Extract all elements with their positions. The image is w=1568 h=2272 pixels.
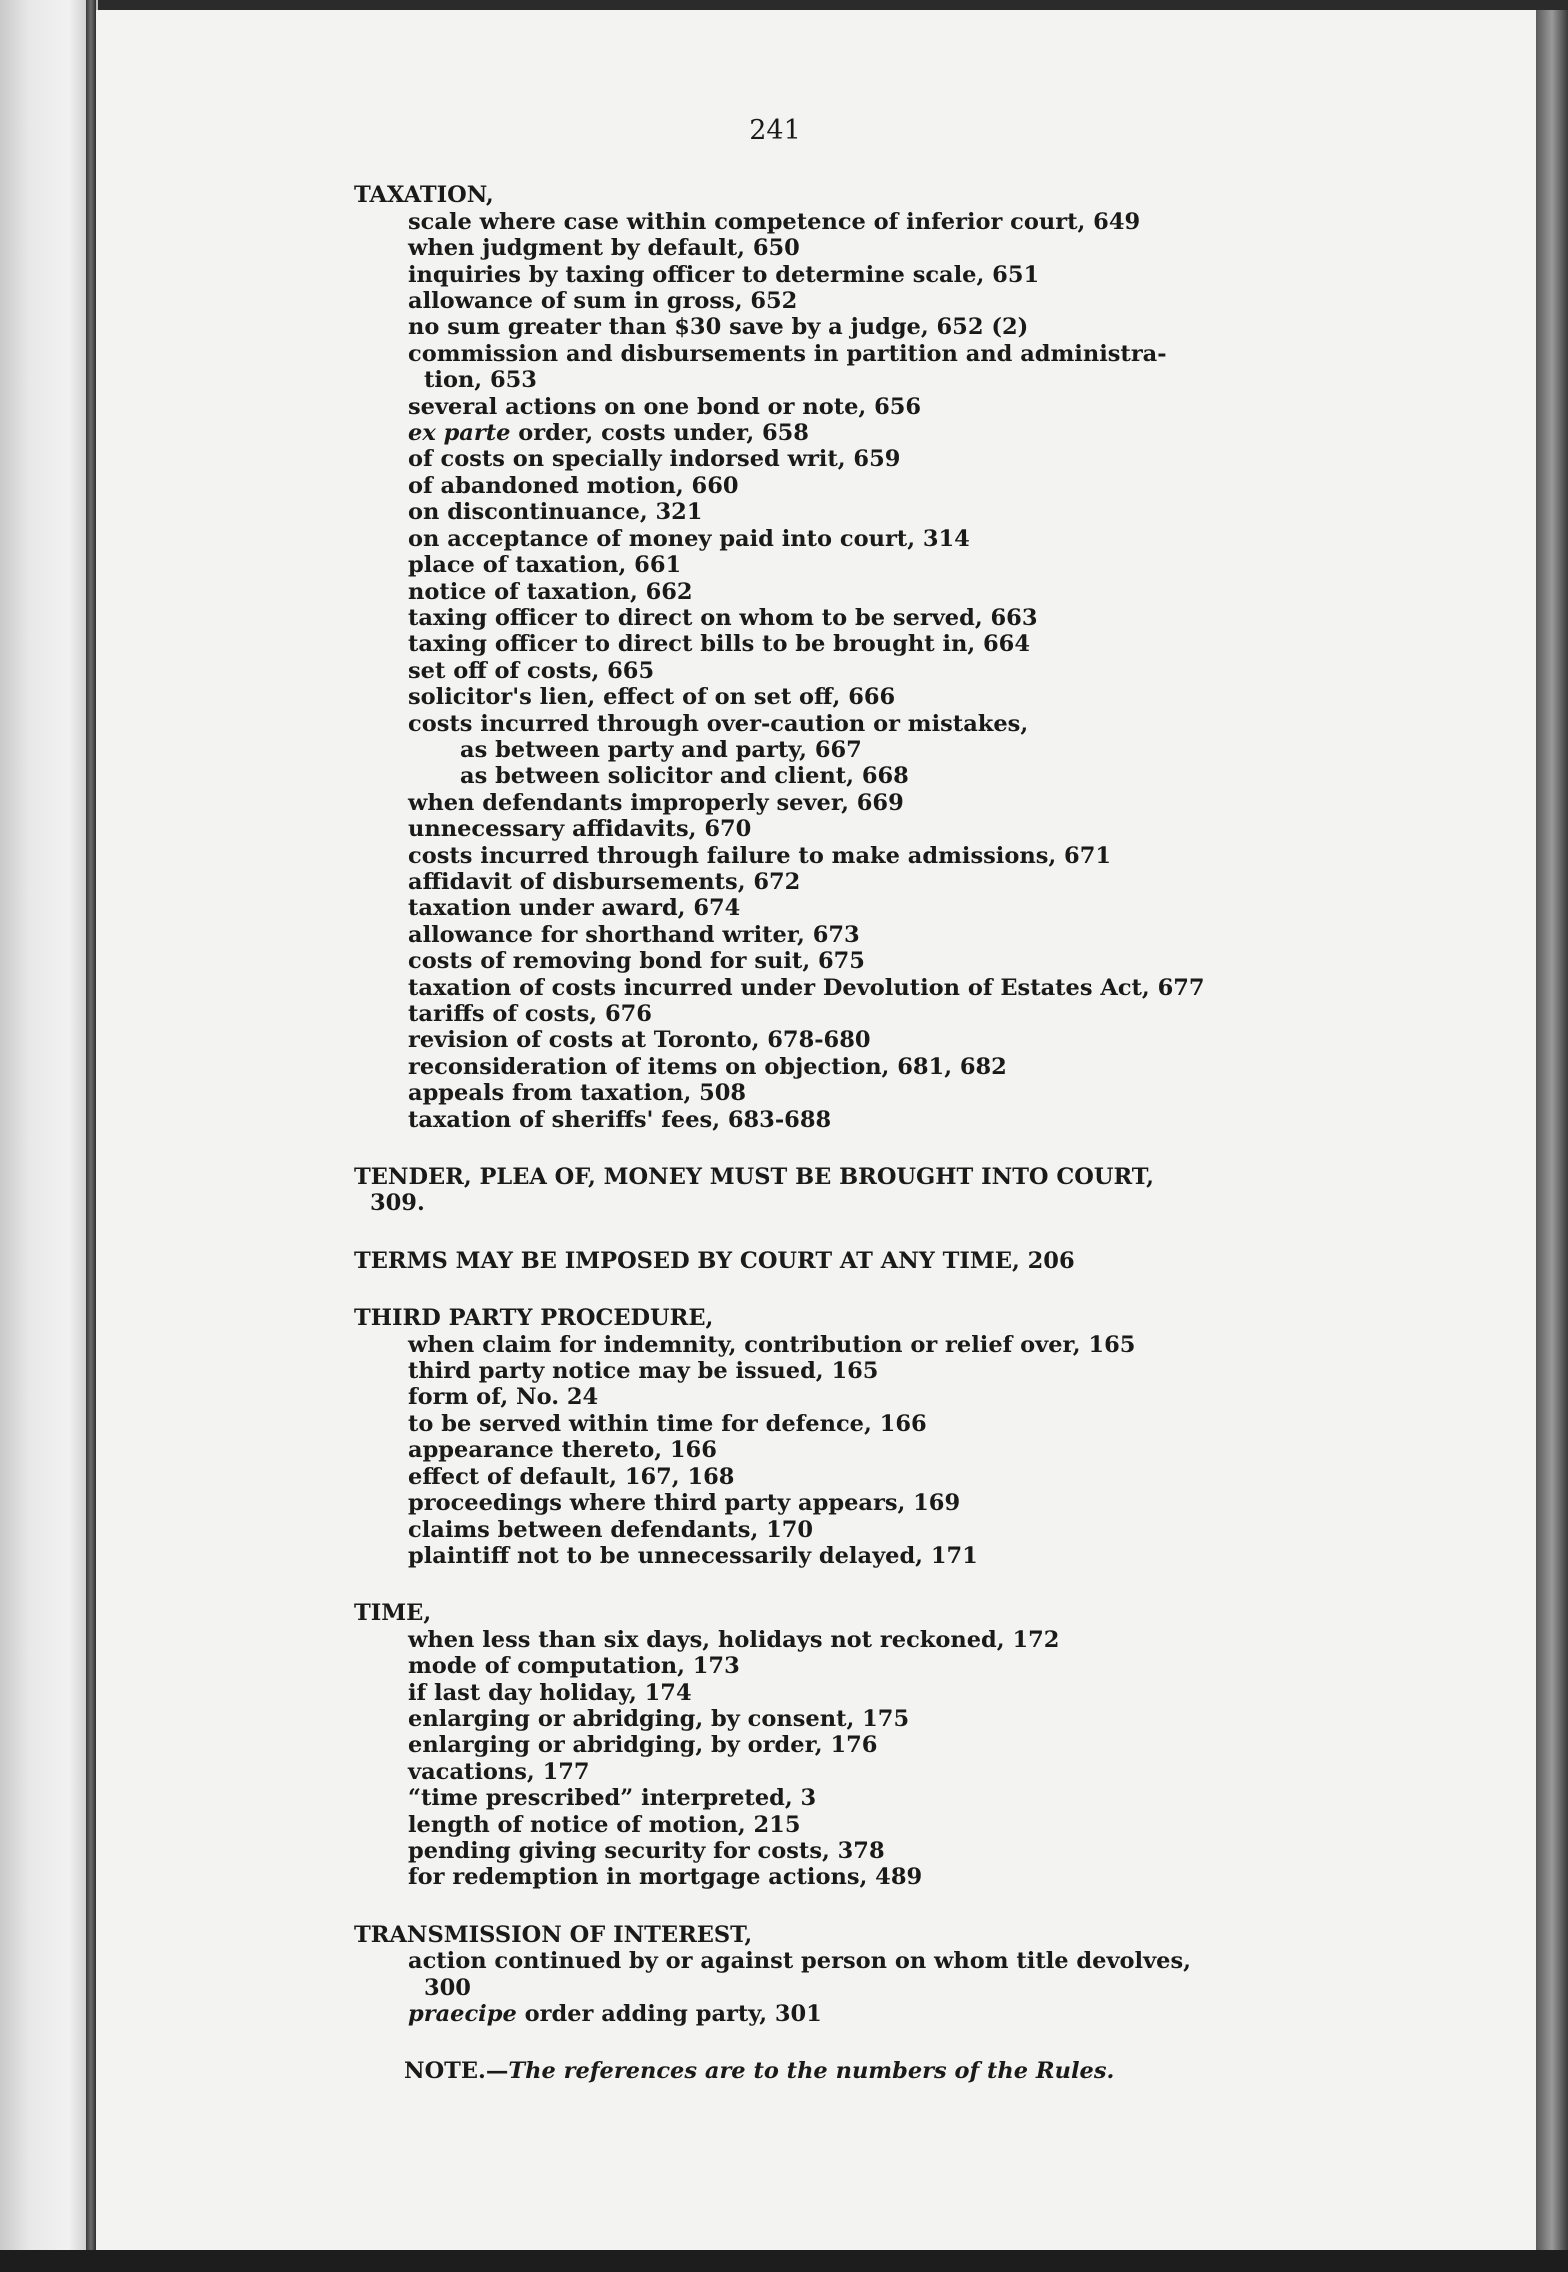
index-item: enlarging or abridging, by order, 176	[408, 1732, 878, 1759]
index-item: plaintiff not to be unnecessarily delayed, 171	[408, 1542, 978, 1569]
index-item: taxation of costs incurred under Devolution of Estates Act, 677	[408, 974, 1205, 1001]
index-item: on discontinuance, 321	[408, 499, 703, 526]
index-item: appearance thereto, 166	[408, 1437, 717, 1464]
index-item	[250, 420, 1260, 446]
bottom-shadow	[0, 2250, 1568, 2272]
index-item: inquiries by taxing officer to determine scale, 651	[408, 261, 1040, 288]
index-item: claims between defendants, 170	[408, 1516, 814, 1543]
index-item: when claim for indemnity, contribution or relief over, 165	[408, 1331, 1136, 1358]
index-heading: TENDER, PLEA OF, MONEY MUST BE BROUGHT INTO COURT,	[354, 1164, 1154, 1191]
index-item: when less than six days, holidays not reckoned, 172	[408, 1626, 1060, 1653]
index-heading-continuation: 309.	[370, 1190, 425, 1217]
index-item: enlarging or abridging, by consent, 175	[408, 1705, 910, 1732]
index-item: proceedings where third party appears, 169	[408, 1490, 961, 1517]
index-heading: THIRD PARTY PROCEDURE,	[354, 1305, 714, 1332]
index-item: taxation under award, 674	[408, 895, 741, 922]
index-item: to be served within time for defence, 166	[408, 1410, 927, 1437]
index-item: commission and disbursements in partition and administra-	[408, 340, 1167, 367]
index-item: reconsideration of items on objection, 681, 682	[408, 1053, 1007, 1080]
index-entry	[250, 1164, 1260, 1217]
footnote	[250, 2058, 1260, 2084]
italic-term: ex parte	[408, 420, 511, 447]
index-heading: TRANSMISSION OF INTEREST,	[354, 1921, 753, 1948]
italic-term: praecipe	[408, 2001, 517, 2027]
index-item: solicitor's lien, effect of on set off, 666	[408, 684, 896, 711]
index-item: notice of taxation, 662	[408, 578, 693, 605]
index-item: for redemption in mortgage actions, 489	[408, 1864, 923, 1891]
index-item: vacations, 177	[408, 1758, 590, 1785]
left-page-edge	[0, 0, 98, 2272]
right-page-edge	[1536, 10, 1568, 2250]
index-item: several actions on one bond or note, 656	[408, 393, 922, 420]
index-entry	[250, 1600, 1260, 1890]
index-item: set off of costs, 665	[408, 657, 655, 684]
index-item: when judgment by default, 650	[408, 235, 800, 262]
index-item: allowance of sum in gross, 652	[408, 288, 798, 315]
index-heading: TIME,	[354, 1600, 432, 1627]
index-item: mode of computation, 173	[408, 1653, 740, 1680]
index-item: appeals from taxation, 508	[408, 1080, 747, 1107]
index-item-continuation: tion, 653	[424, 367, 537, 394]
index-item: taxing officer to direct on whom to be served, 663	[408, 604, 1038, 631]
index-content	[250, 115, 1260, 2085]
index-item: of costs on specially indorsed writ, 659	[408, 446, 901, 473]
index-subitem: as between solicitor and client, 668	[460, 763, 909, 790]
index-item: unnecessary affidavits, 670	[408, 816, 752, 843]
index-item: when defendants improperly sever, 669	[408, 789, 904, 816]
index-item: effect of default, 167, 168	[408, 1463, 735, 1490]
note-label: NOTE.—	[404, 2058, 509, 2085]
note-text: The references are to the numbers of the Rules.	[508, 2058, 1115, 2085]
index-item: action continued by or against person on whom title devolves,	[408, 1948, 1191, 1975]
index-item: allowance for shorthand writer, 673	[408, 921, 860, 948]
index-entry	[250, 182, 1260, 1133]
index-item: revision of costs at Toronto, 678-680	[408, 1027, 871, 1054]
index-item: pending giving security for costs, 378	[408, 1837, 885, 1864]
index-item: third party notice may be issued, 165	[408, 1358, 879, 1385]
item-text: order adding party, 301	[516, 2001, 822, 2027]
index-entry	[250, 1305, 1260, 1569]
index-item: taxation of sheriffs' fees, 683-688	[408, 1106, 832, 1133]
index-item: scale where case within competence of inferior court, 649	[408, 208, 1141, 235]
book-gutter	[86, 0, 96, 2272]
index-item	[250, 2001, 1260, 2027]
index-entry	[250, 1922, 1260, 2028]
index-sections	[250, 182, 1260, 2027]
index-item: form of, No. 24	[408, 1384, 599, 1411]
index-item: length of notice of motion, 215	[408, 1811, 801, 1838]
index-item: costs incurred through failure to make admissions, 671	[408, 842, 1112, 869]
index-item: if last day holiday, 174	[408, 1679, 692, 1706]
index-subitem: as between party and party, 667	[460, 736, 862, 763]
index-item: on acceptance of money paid into court, 314	[408, 525, 970, 552]
index-item: of abandoned motion, 660	[408, 472, 739, 499]
page-number: 241	[749, 115, 801, 146]
index-heading: TERMS MAY BE IMPOSED BY COURT AT ANY TIME, 206	[354, 1247, 1075, 1274]
index-item: affidavit of disbursements, 672	[408, 868, 801, 895]
item-text: order, costs under, 658	[510, 420, 809, 447]
index-heading: TAXATION,	[354, 182, 494, 209]
index-item: “time prescribed” interpreted, 3	[408, 1785, 817, 1812]
index-item: no sum greater than $30 save by a judge, 652 (2)	[408, 314, 1029, 341]
index-entry	[250, 1248, 1260, 1274]
index-item: costs of removing bond for suit, 675	[408, 948, 865, 975]
index-item: taxing officer to direct bills to be brought in, 664	[408, 631, 1030, 658]
index-item-continuation: 300	[424, 1974, 471, 2001]
index-item: costs incurred through over-caution or mistakes,	[408, 710, 1029, 737]
index-item: tariffs of costs, 676	[408, 1001, 652, 1027]
index-item: place of taxation, 661	[408, 552, 682, 579]
